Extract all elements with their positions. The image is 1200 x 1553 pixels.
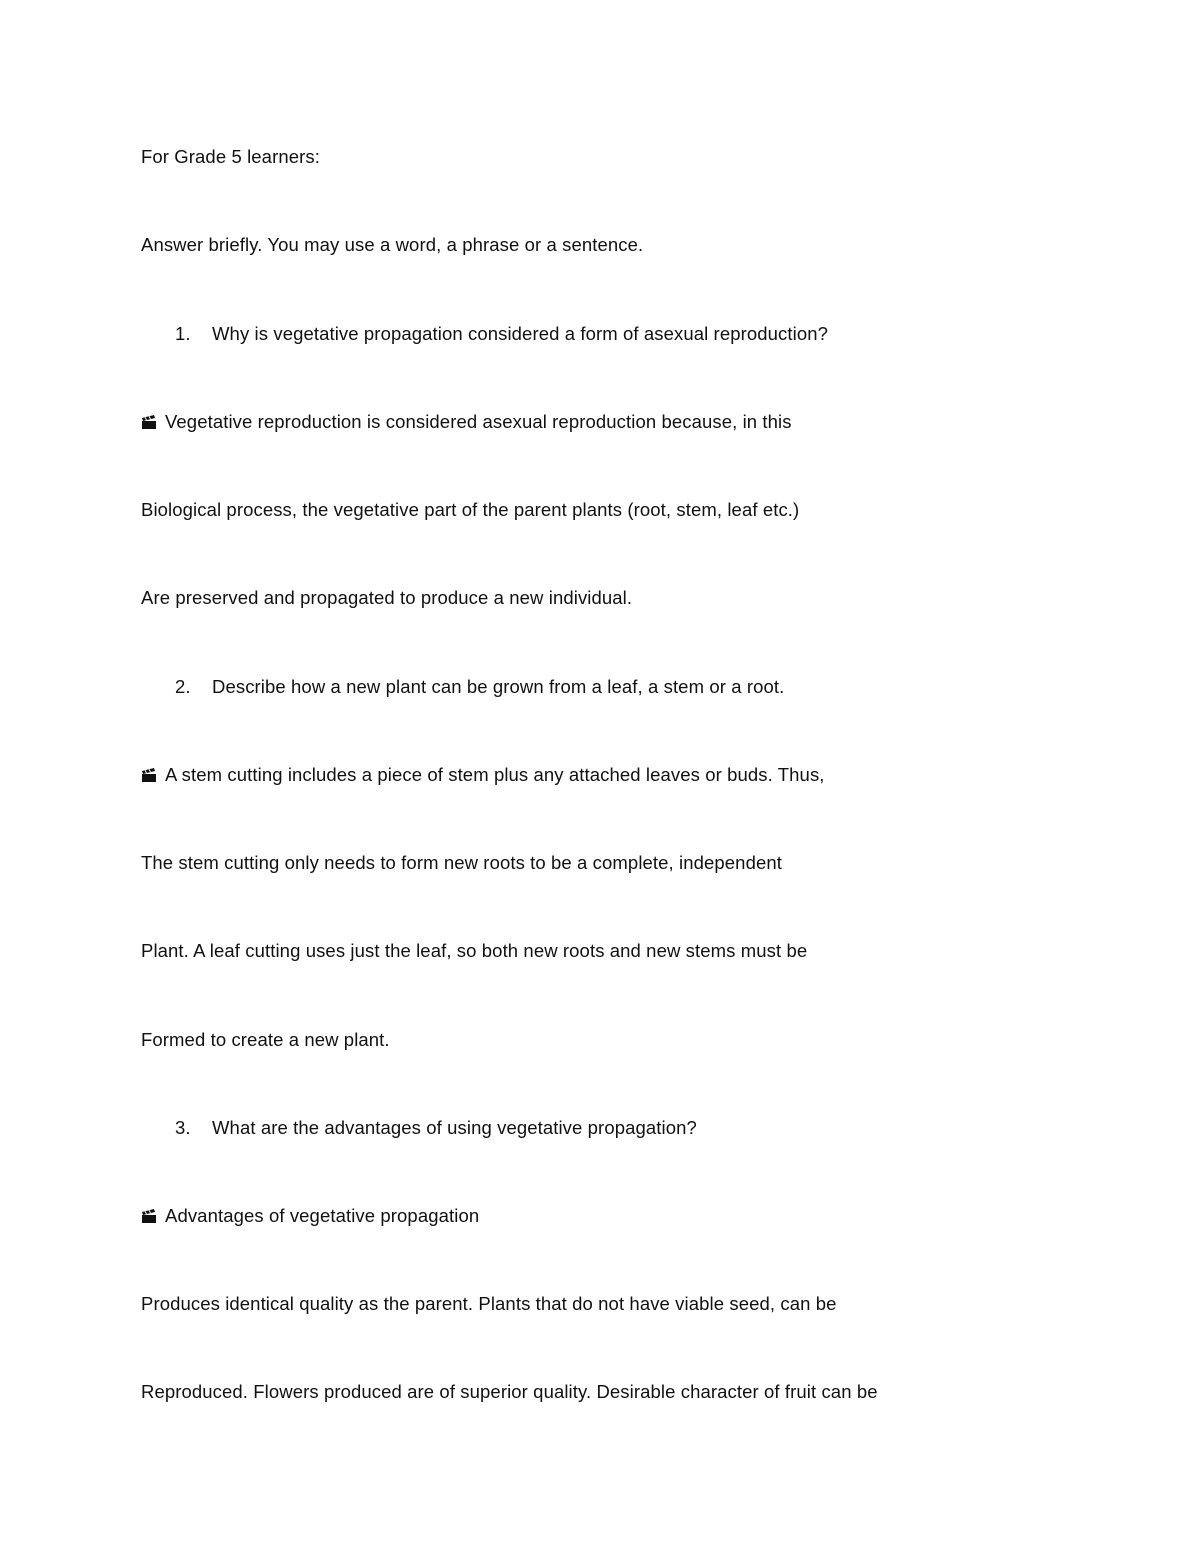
question-text: What are the advantages of using vegetative propagation?	[212, 1117, 697, 1138]
instruction-text: Answer briefly. You may use a word, a phrase or a sentence.	[141, 234, 644, 255]
answer-2-line-2: The stem cutting only needs to form new roots to be a complete, independent	[141, 852, 782, 873]
answer-text: Vegetative reproduction is considered asexual reproduction because, in this	[165, 411, 792, 432]
answer-2-line-1	[141, 763, 825, 787]
answer-3-line-2: Produces identical quality as the parent. Plants that do not have viable seed, can be	[141, 1293, 837, 1314]
clapperboard-icon	[141, 768, 157, 782]
clapperboard-icon	[141, 1209, 157, 1223]
question-number: 3.	[175, 1117, 191, 1138]
answer-2-line-4: Formed to create a new plant.	[141, 1029, 390, 1050]
answer-1-line-3: Are preserved and propagated to produce a new individual.	[141, 587, 633, 608]
worksheet-heading: For Grade 5 learners:	[141, 146, 320, 167]
answer-1-line-1	[141, 410, 792, 434]
question-2	[175, 675, 784, 699]
question-number: 1.	[175, 323, 191, 344]
answer-3-line-1	[141, 1204, 479, 1228]
answer-text: Advantages of vegetative propagation	[165, 1205, 480, 1226]
answer-2-line-3: Plant. A leaf cutting uses just the leaf, so both new roots and new stems must be	[141, 940, 808, 961]
question-3	[175, 1116, 697, 1140]
answer-text: A stem cutting includes a piece of stem plus any attached leaves or buds. Thus,	[165, 764, 825, 785]
answer-1-line-2: Biological process, the vegetative part of the parent plants (root, stem, leaf etc.)	[141, 499, 800, 520]
question-1	[175, 322, 828, 346]
question-text: Why is vegetative propagation considered a form of asexual reproduction?	[212, 323, 828, 344]
question-number: 2.	[175, 676, 191, 697]
clapperboard-icon	[141, 415, 157, 429]
answer-3-line-3: Reproduced. Flowers produced are of superior quality. Desirable character of fruit can be	[141, 1381, 878, 1402]
question-text: Describe how a new plant can be grown from a leaf, a stem or a root.	[212, 676, 785, 697]
